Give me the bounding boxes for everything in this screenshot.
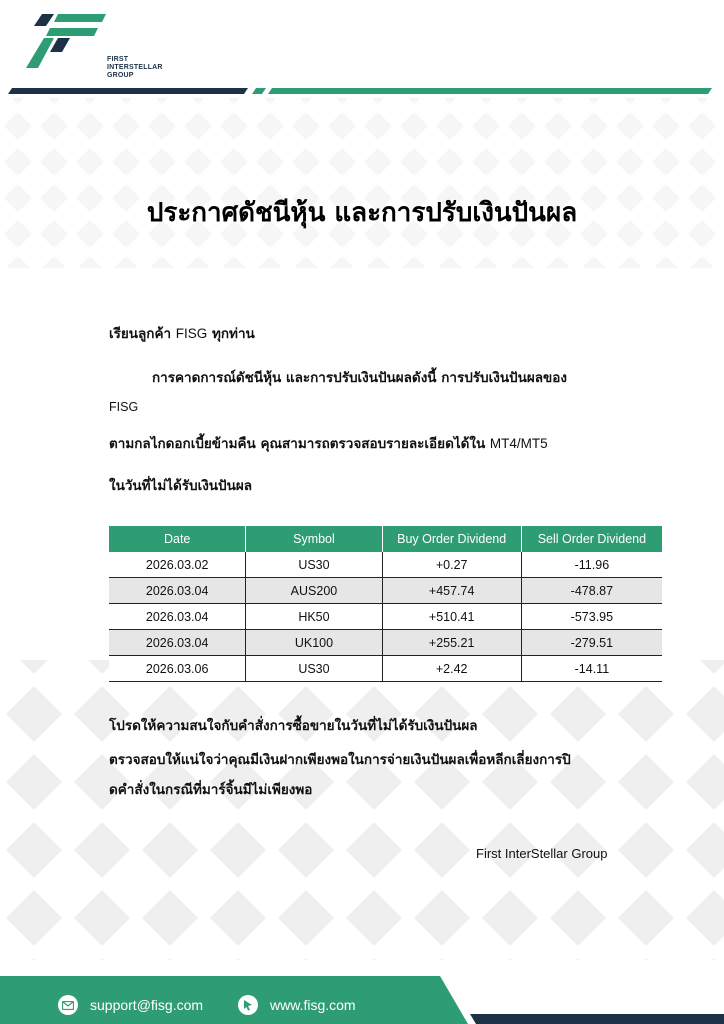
- cell-date: 2026.03.04: [109, 604, 246, 630]
- cell-symbol: HK50: [246, 604, 382, 630]
- cell-buy-dividend: +510.41: [382, 604, 521, 630]
- column-header-date: Date: [109, 526, 246, 552]
- table-row: [109, 552, 662, 578]
- footer-website[interactable]: [238, 994, 356, 1016]
- cell-date: 2026.03.02: [109, 552, 246, 578]
- intro-line-4: ในวันที่ไม่ได้รับเงินปันผล: [109, 478, 253, 494]
- company-logo: [24, 12, 163, 79]
- intro-line-3: ตามกลไกดอกเบี้ยข้ามคืน คุณสามารถตรวจสอบรายละเอียดได้ใน MT4/MT5: [109, 436, 548, 452]
- header-stripe: [0, 86, 724, 96]
- column-header-buy-dividend: Buy Order Dividend: [382, 526, 521, 552]
- column-header-sell-dividend: Sell Order Dividend: [521, 526, 662, 552]
- logo-wordmark: FIRST INTERSTELLAR GROUP: [107, 56, 163, 79]
- table-row: [109, 604, 662, 630]
- footer-website-text[interactable]: www.fisg.com: [270, 997, 356, 1013]
- page-title: ประกาศดัชนีหุ้น และการปรับเงินปันผล: [146, 198, 578, 228]
- notice-line-2: ตรวจสอบให้แน่ใจว่าคุณมีเงินฝากเพียงพอในการจ่ายเงินปันผลเพื่อหลีกเลี่ยงการปิ: [109, 752, 571, 768]
- cell-symbol: US30: [246, 656, 382, 682]
- column-header-symbol: Symbol: [246, 526, 382, 552]
- cell-date: 2026.03.06: [109, 656, 246, 682]
- cell-symbol: US30: [246, 552, 382, 578]
- cell-date: 2026.03.04: [109, 630, 246, 656]
- signature: First InterStellar Group: [476, 846, 608, 861]
- footer-email-text[interactable]: support@fisg.com: [90, 997, 204, 1013]
- cell-sell-dividend: -279.51: [521, 630, 662, 656]
- cell-sell-dividend: -11.96: [521, 552, 662, 578]
- table-row: [109, 630, 662, 656]
- intro-line-2: FISG: [109, 400, 139, 414]
- notice-line-1: โปรดให้ความสนใจกับคำสั่งการซื้อขายในวันที่ไม่ได้รับเงินปันผล: [109, 718, 478, 734]
- footer-email[interactable]: [58, 994, 203, 1016]
- intro-line-1: การคาดการณ์ดัชนีหุ้น และการปรับเงินปันผลดังนี้ การปรับเงินปันผลของ: [152, 370, 567, 386]
- cell-buy-dividend: +0.27: [382, 552, 521, 578]
- notice-line-3: ดคำสั่งในกรณีที่มาร์จิ้นมีไม่เพียงพอ: [109, 782, 313, 798]
- cell-sell-dividend: -14.11: [521, 656, 662, 682]
- table-header-row: [109, 526, 662, 552]
- cell-buy-dividend: +457.74: [382, 578, 521, 604]
- greeting: เรียนลูกค้า FISG ทุกท่าน: [109, 326, 255, 342]
- dividend-table: [109, 526, 662, 682]
- table-row: [109, 656, 662, 682]
- cell-buy-dividend: +255.21: [382, 630, 521, 656]
- cursor-icon: [238, 995, 258, 1015]
- cell-sell-dividend: -478.87: [521, 578, 662, 604]
- cell-date: 2026.03.04: [109, 578, 246, 604]
- table-row: [109, 578, 662, 604]
- cell-symbol: AUS200: [246, 578, 382, 604]
- cell-sell-dividend: -573.95: [521, 604, 662, 630]
- cell-buy-dividend: +2.42: [382, 656, 521, 682]
- cell-symbol: UK100: [246, 630, 382, 656]
- mail-icon: [58, 995, 78, 1015]
